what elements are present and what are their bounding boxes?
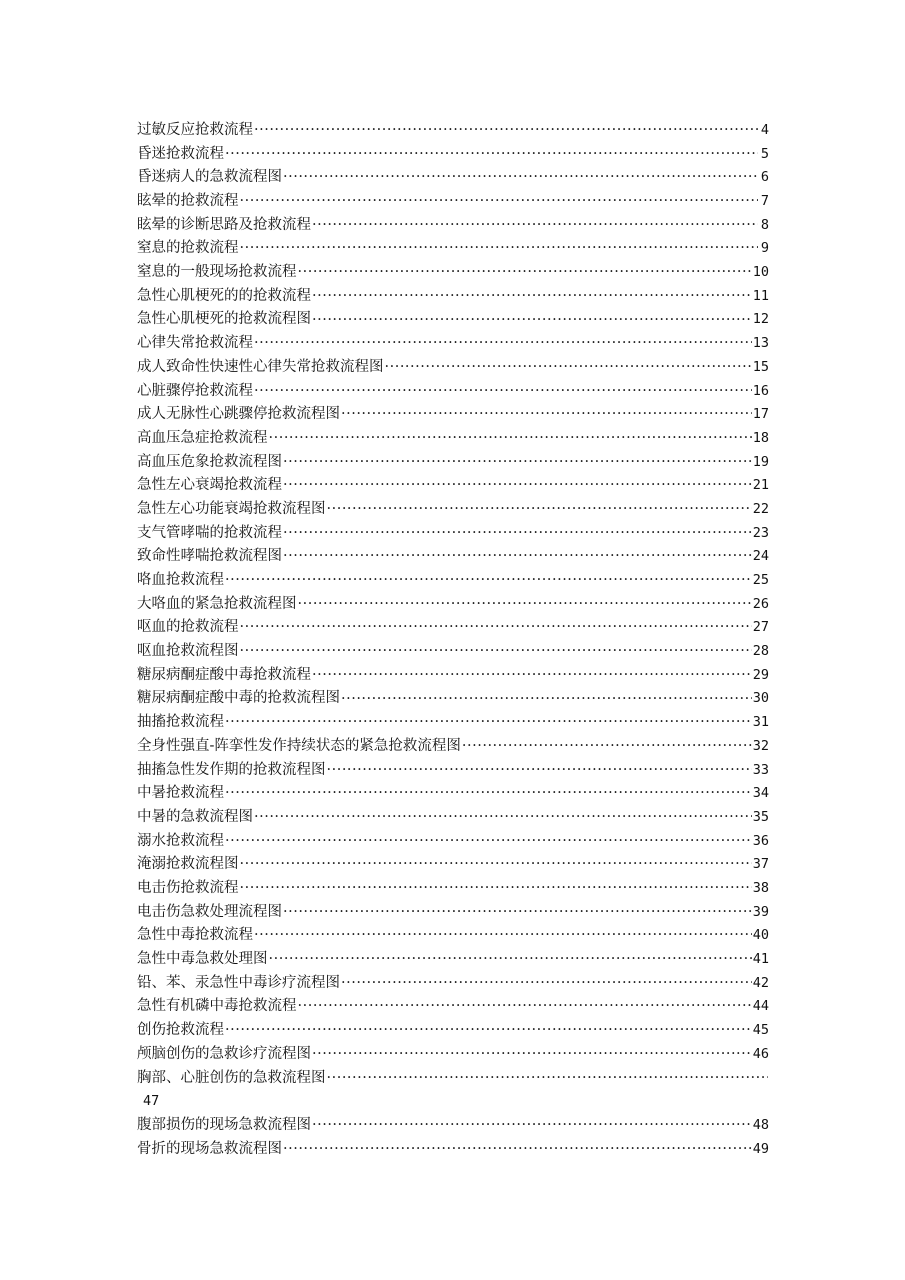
toc-leader-dots: [327, 759, 752, 783]
toc-entry[interactable]: [137, 972, 769, 996]
toc-entry-page: 4: [760, 121, 769, 138]
toc-entry[interactable]: [137, 309, 769, 333]
toc-entry-title: 高血压危象抢救流程图: [137, 453, 282, 470]
toc-entry[interactable]: [137, 616, 769, 640]
toc-leader-dots: [341, 688, 752, 712]
toc-entry[interactable]: [137, 593, 769, 617]
toc-entry[interactable]: [137, 474, 769, 498]
toc-entry-page: 12: [752, 311, 769, 328]
toc-entry-title: 全身性强直-阵挛性发作持续状态的紧急抢救流程图: [137, 737, 461, 754]
toc-entry-page: 41: [752, 951, 769, 968]
toc-entry[interactable]: [137, 332, 769, 356]
toc-entry[interactable]: [137, 143, 769, 167]
toc-entry-page: 48: [752, 1116, 769, 1133]
toc-entry[interactable]: [137, 782, 769, 806]
toc-entry-title: 溺水抢救流程: [137, 832, 224, 849]
toc-entry-title: 腹部损伤的现场急救流程图: [137, 1116, 311, 1133]
toc-entry[interactable]: [137, 427, 769, 451]
toc-leader-dots: [283, 522, 752, 546]
toc-entry-title: 心律失常抢救流程: [137, 335, 253, 352]
toc-leader-dots: [240, 877, 752, 901]
toc-entry[interactable]: [137, 522, 769, 546]
toc-leader-dots: [269, 948, 752, 972]
toc-entry-page: 32: [752, 737, 769, 754]
toc-entry-title: 创伤抢救流程: [137, 1022, 224, 1039]
toc-entry-page: 13: [752, 335, 769, 352]
toc-entry[interactable]: [137, 1043, 769, 1067]
toc-entry-title: 心脏骤停抢救流程: [137, 382, 253, 399]
toc-entry[interactable]: [137, 569, 769, 593]
toc-entry[interactable]: [137, 545, 769, 569]
toc-entry[interactable]: [137, 261, 769, 285]
toc-entry-page: 16: [752, 382, 769, 399]
toc-entry[interactable]: [137, 853, 769, 877]
toc-entry[interactable]: [137, 759, 769, 783]
toc-leader-dots: [298, 261, 752, 285]
toc-entry-title: 昏迷病人的急救流程图: [137, 169, 282, 186]
toc-entry-title: 支气管哮喘的抢救流程: [137, 524, 282, 541]
toc-leader-dots: [225, 143, 758, 167]
toc-leader-dots: [240, 190, 759, 214]
toc-entry-title: 颅脑创伤的急救诊疗流程图: [137, 1045, 311, 1062]
toc-entry-title: 致命性哮喘抢救流程图: [137, 548, 282, 565]
toc-entry[interactable]: [137, 735, 769, 759]
toc-entry-page: 40: [752, 927, 769, 944]
toc-entry-page: 44: [752, 998, 769, 1015]
toc-entry-page: 29: [752, 666, 769, 683]
table-of-contents: [137, 119, 769, 1161]
toc-leader-dots: [312, 214, 758, 238]
toc-entry-page: 10: [752, 264, 769, 281]
toc-entry-title: 急性中毒急救处理图: [137, 951, 268, 968]
toc-entry-page: 35: [752, 808, 769, 825]
toc-entry[interactable]: [137, 664, 769, 688]
toc-entry-page: 26: [752, 595, 769, 612]
toc-leader-dots: [298, 593, 752, 617]
toc-leader-dots: [225, 569, 752, 593]
toc-entry-title: 急性左心功能衰竭抢救流程图: [137, 500, 326, 517]
toc-entry-title: 眩晕的诊断思路及抢救流程: [137, 216, 311, 233]
toc-entry-page: 33: [752, 761, 769, 778]
toc-entry-title: 成人无脉性心跳骤停抢救流程图: [137, 406, 340, 423]
toc-leader-dots: [312, 664, 752, 688]
toc-leader-dots: [385, 356, 752, 380]
toc-entry[interactable]: [137, 1019, 769, 1043]
toc-entry[interactable]: [137, 688, 769, 712]
toc-leader-dots: [283, 545, 752, 569]
toc-entry-page: 21: [752, 477, 769, 494]
toc-entry-title: 抽搐抢救流程: [137, 714, 224, 731]
toc-entry[interactable]: [137, 380, 769, 404]
toc-leader-dots: [312, 1043, 752, 1067]
toc-leader-dots: [327, 498, 752, 522]
toc-entry-page: 8: [760, 216, 769, 233]
toc-leader-dots: [283, 474, 752, 498]
toc-entry[interactable]: [137, 285, 769, 309]
toc-entry[interactable]: [137, 403, 769, 427]
toc-entry-title: 电击伤急救处理流程图: [137, 903, 282, 920]
toc-entry-title: 抽搐急性发作期的抢救流程图: [137, 761, 326, 778]
toc-entry[interactable]: [137, 451, 769, 475]
toc-entry-title: 昏迷抢救流程: [137, 145, 224, 162]
toc-entry-title: 淹溺抢救流程图: [137, 856, 239, 873]
toc-entry-title: 急性心肌梗死的的抢救流程: [137, 287, 311, 304]
toc-entry-title: 成人致命性快速性心律失常抢救流程图: [137, 358, 384, 375]
toc-entry-page: 24: [752, 548, 769, 565]
toc-entry[interactable]: [137, 214, 769, 238]
toc-entry[interactable]: [137, 237, 769, 261]
toc-entry-title: 呕血的抢救流程: [137, 619, 239, 636]
toc-entry-page: 45: [752, 1022, 769, 1039]
toc-entry[interactable]: [137, 995, 769, 1019]
toc-entry-title: 电击伤抢救流程: [137, 879, 239, 896]
toc-leader-dots: [225, 782, 752, 806]
toc-entry-title: 窒息的一般现场抢救流程: [137, 264, 297, 281]
toc-entry-title: 糖尿病酮症酸中毒抢救流程: [137, 666, 311, 683]
toc-entry-title: 胸部、心脏创伤的急救流程图: [137, 1069, 326, 1086]
toc-entry-title: 急性左心衰竭抢救流程: [137, 477, 282, 494]
toc-leader-dots: [298, 995, 752, 1019]
toc-entry-page: 47: [143, 1093, 160, 1110]
toc-entry[interactable]: [137, 498, 769, 522]
toc-entry-page: 7: [760, 193, 769, 210]
toc-entry-page: 42: [752, 974, 769, 991]
toc-leader-dots: [254, 332, 752, 356]
toc-leader-dots: [254, 924, 752, 948]
toc-entry-page: 38: [752, 879, 769, 896]
toc-entry-title: 急性中毒抢救流程: [137, 927, 253, 944]
toc-entry-page: 49: [752, 1140, 769, 1157]
toc-leader-dots: [462, 735, 752, 759]
toc-entry-page: 46: [752, 1045, 769, 1062]
toc-entry-page: 23: [752, 524, 769, 541]
toc-entry-page: 36: [752, 832, 769, 849]
toc-leader-dots: [341, 972, 752, 996]
toc-leader-dots: [327, 1067, 769, 1091]
toc-entry[interactable]: [137, 640, 769, 664]
toc-entry[interactable]: [137, 948, 769, 972]
toc-entry-page: 6: [760, 169, 769, 186]
toc-entry-title: 铅、苯、汞急性中毒诊疗流程图: [137, 974, 340, 991]
toc-entry-page: 39: [752, 903, 769, 920]
toc-entry[interactable]: [137, 119, 769, 143]
toc-entry-title: 眩晕的抢救流程: [137, 193, 239, 210]
toc-leader-dots: [254, 806, 752, 830]
toc-leader-dots: [225, 830, 752, 854]
toc-entry-page: 25: [752, 572, 769, 589]
toc-entry-title: 急性有机磷中毒抢救流程: [137, 998, 297, 1015]
toc-leader-dots: [225, 711, 752, 735]
toc-entry-page: 31: [752, 714, 769, 731]
toc-entry-title: 高血压急症抢救流程: [137, 429, 268, 446]
toc-leader-dots: [312, 1114, 752, 1138]
toc-entry-title: 糖尿病酮症酸中毒的抢救流程图: [137, 690, 340, 707]
toc-entry-page: 22: [752, 500, 769, 517]
toc-entry[interactable]: [137, 901, 769, 925]
toc-entry[interactable]: [137, 166, 769, 190]
toc-entry-title: 过敏反应抢救流程: [137, 121, 253, 138]
toc-leader-dots: [312, 285, 752, 309]
toc-leader-dots: [240, 237, 759, 261]
toc-entry-page: 5: [760, 145, 769, 162]
toc-entry-page: 18: [752, 429, 769, 446]
toc-entry[interactable]: [137, 711, 769, 735]
toc-entry-title: 咯血抢救流程: [137, 572, 224, 589]
toc-entry[interactable]: [137, 356, 769, 380]
toc-entry-page: 19: [752, 453, 769, 470]
toc-leader-dots: [283, 1138, 752, 1162]
toc-leader-dots: [341, 403, 752, 427]
toc-leader-dots: [240, 616, 752, 640]
toc-entry-page: 27: [752, 619, 769, 636]
toc-entry-title: 呕血抢救流程图: [137, 643, 239, 660]
toc-leader-dots: [283, 901, 752, 925]
toc-entry-page: 15: [752, 358, 769, 375]
toc-entry-page: 37: [752, 856, 769, 873]
toc-entry[interactable]: [137, 190, 769, 214]
toc-entry-title: 急性心肌梗死的抢救流程图: [137, 311, 311, 328]
toc-entry[interactable]: [137, 1114, 769, 1138]
toc-entry-title: 大咯血的紧急抢救流程图: [137, 595, 297, 612]
toc-leader-dots: [254, 380, 752, 404]
toc-entry-title: 骨折的现场急救流程图: [137, 1140, 282, 1157]
toc-leader-dots: [254, 119, 758, 143]
toc-leader-dots: [283, 451, 752, 475]
toc-entry-page: 30: [752, 690, 769, 707]
toc-entry-page: 9: [760, 240, 769, 257]
toc-entry-title: 中暑的急救流程图: [137, 808, 253, 825]
toc-leader-dots: [240, 640, 752, 664]
toc-entry-title: 窒息的抢救流程: [137, 240, 239, 257]
toc-entry[interactable]: [137, 830, 769, 854]
toc-leader-dots: [225, 1019, 752, 1043]
toc-leader-dots: [283, 166, 758, 190]
toc-leader-dots: [240, 853, 752, 877]
toc-entry-page: 17: [752, 406, 769, 423]
toc-entry-page: 34: [752, 785, 769, 802]
toc-leader-dots: [269, 427, 752, 451]
toc-entry[interactable]: [137, 1138, 769, 1162]
toc-entry[interactable]: [137, 1067, 769, 1114]
toc-leader-dots: [312, 309, 752, 333]
toc-entry[interactable]: [137, 806, 769, 830]
toc-entry[interactable]: [137, 877, 769, 901]
toc-entry-page: 11: [752, 287, 769, 304]
toc-entry-title: 中暑抢救流程: [137, 785, 224, 802]
toc-entry-page: 28: [752, 643, 769, 660]
toc-entry[interactable]: [137, 924, 769, 948]
